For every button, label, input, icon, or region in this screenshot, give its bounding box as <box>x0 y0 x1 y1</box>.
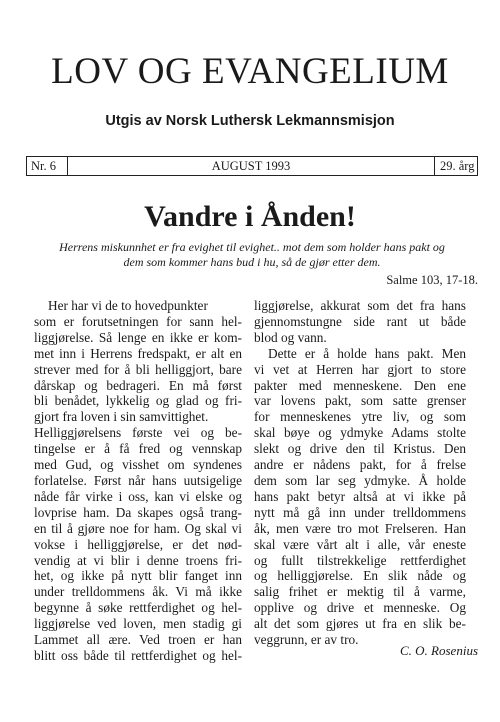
text-line: vokse i helliggjørelse, er det nød- <box>34 536 242 552</box>
scripture-quote <box>26 240 478 270</box>
issue-number: Nr. 6 <box>31 159 56 173</box>
scripture-line: Herrens miskunnhet er fra evighet til evighet.. mot dem som holder hans pakt og <box>59 240 445 254</box>
text-line: en til å gjøre noe for ham. Og skal vi <box>34 520 242 536</box>
text-line: tingelse er å få fred og vennskap <box>34 441 242 457</box>
text-line: gjennomstungne side rant ut både <box>254 313 466 329</box>
text-line: Dette er å holde hans pakt. Men <box>268 345 466 361</box>
text-line: skal bøye og ydmyke Adams stolte <box>254 425 466 441</box>
text-line: vi vet at Herren har gjort to store <box>254 361 466 377</box>
text-line: liggjørelse. Så lenge en ikke er kom- <box>34 329 242 345</box>
right-column <box>254 298 466 648</box>
text-line: met inn i Herrens fredspakt, er alt en <box>34 345 242 361</box>
text-line: bli benådet, lykkelig og glad og fri- <box>34 393 242 409</box>
text-line: lovprise ham. Da skapes også trang- <box>34 504 242 520</box>
text-line: for menneskenes ytre liv, og som <box>254 409 466 425</box>
text-line: nåde får virke i oss, kan vi elske og <box>34 488 242 504</box>
text-line: begynne å søke rettferdighet og hel- <box>34 600 242 616</box>
text-line: liggjørelse, akkurat som det fra hans <box>254 298 466 313</box>
text-line: blod og vann. <box>254 329 327 345</box>
text-line: pakter med menneskene. Den ene <box>254 377 466 393</box>
text-line: het, og ikke på nytt blir fanget inn <box>34 568 242 584</box>
text-line: forlatelse. Først når hans uutsigelige <box>34 472 242 488</box>
text-line: vendig at vi blir i denne troens fri- <box>34 552 242 568</box>
text-line: blitt oss både til rettferdighet og hel- <box>34 647 242 663</box>
scripture-line: dem som kommer hans bud i hu, så de gjør etter dem. <box>123 255 381 269</box>
publisher-subtitle: Utgis av Norsk Luthersk Lekmannsmisjon <box>105 113 395 129</box>
scripture-reference: Salme 103, 17-18. <box>386 273 478 287</box>
text-line: under trelldommens åk. Vi må ikke <box>34 584 242 600</box>
text-line: Her har vi de to hovedpunkter <box>48 298 208 313</box>
text-line: andre er nådens pakt, for å frelse <box>254 457 466 473</box>
issue-info-bar <box>26 156 478 176</box>
text-line: som er forutsetningen for sann hel- <box>34 313 242 329</box>
text-line: Helliggjørelsens første vei og be- <box>34 425 242 441</box>
left-column <box>34 298 242 664</box>
text-line: gjort fra loven i sin samvittighet. <box>34 409 209 425</box>
text-line: skal være vårt alt i alle, vår eneste <box>254 536 466 552</box>
masthead-title: LOV OG EVANGELIUM <box>51 51 449 92</box>
issue-month: AUGUST 1993 <box>211 159 291 173</box>
text-line: slekt og drive den til Kristus. Den <box>254 441 466 457</box>
text-line: og helliggjørelse. En slik nåde og <box>254 568 466 584</box>
text-line: dårskap og bedrageri. En må først <box>34 377 242 393</box>
text-line: åk, men være tro mot Frelseren. Han <box>254 520 466 536</box>
issue-year: 29. årg <box>440 159 475 173</box>
text-line: salig frihet er mektig til å varme, <box>254 584 466 600</box>
text-line: hans pakt betyr altså at vi ikke på <box>254 488 466 504</box>
text-line: opplive og drive et menneske. Og <box>254 600 466 616</box>
author-signature: C. O. Rosenius <box>400 643 478 658</box>
text-line: var lovens pakt, som satte grenser <box>254 393 466 409</box>
text-line: veggrunn, er av tro. <box>254 632 359 648</box>
text-line: og fullt tilstrekkelige rettferdighet <box>254 552 466 568</box>
text-line: dem som lar seg ydmyke. Å holde <box>254 472 466 488</box>
article-headline: Vandre i Ånden! <box>144 200 356 233</box>
info-divider <box>434 157 435 175</box>
text-line: alt det som gjøres ut fra en slik be- <box>254 616 466 632</box>
text-line: med Gud, og visshet om syndenes <box>34 457 242 473</box>
text-line: Lammet all ære. Ved troen er han <box>34 632 242 648</box>
text-line: liggjørelse ved loven, men stadig gi <box>34 616 242 632</box>
text-line: nytt må gå inn under trelldommens <box>254 504 466 520</box>
text-line: strever med for å bli helliggjort, bare <box>34 361 242 377</box>
